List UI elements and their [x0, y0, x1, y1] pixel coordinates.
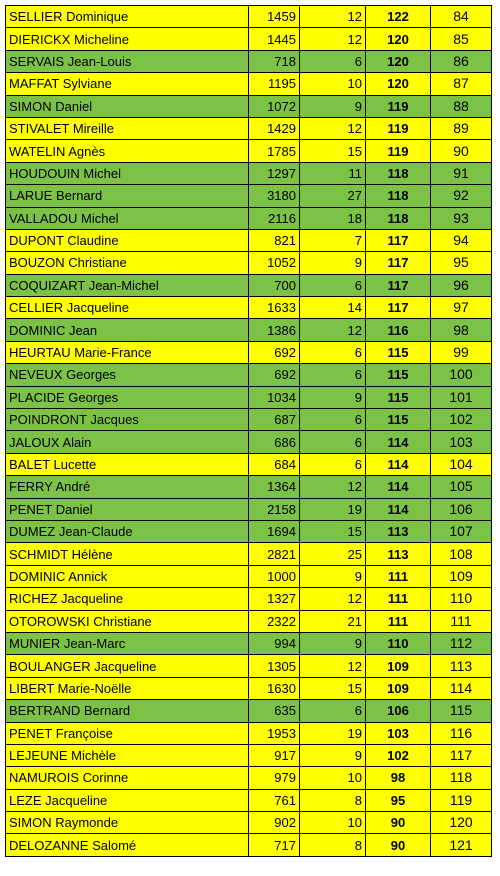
table-row	[6, 409, 492, 431]
rank-cell: 118	[431, 767, 492, 789]
average-score-cell: 119	[366, 95, 431, 117]
rank-cell: 117	[431, 744, 492, 766]
table-row	[6, 140, 492, 162]
player-name-cell: DELOZANNE Salomé	[6, 834, 249, 856]
games-count-cell: 6	[300, 364, 366, 386]
average-score-cell: 109	[366, 655, 431, 677]
rank-cell: 120	[431, 812, 492, 834]
table-row	[6, 543, 492, 565]
player-name-cell: SELLIER Dominique	[6, 6, 249, 28]
player-name-cell: DUPONT Claudine	[6, 229, 249, 251]
rank-cell: 113	[431, 655, 492, 677]
average-score-cell: 118	[366, 207, 431, 229]
player-name-cell: DIERICKX Micheline	[6, 28, 249, 50]
total-points-cell: 3180	[249, 185, 300, 207]
player-name-cell: DOMINIC Annick	[6, 565, 249, 587]
total-points-cell: 1195	[249, 73, 300, 95]
average-score-cell: 106	[366, 700, 431, 722]
rank-cell: 84	[431, 6, 492, 28]
games-count-cell: 15	[300, 140, 366, 162]
total-points-cell: 717	[249, 834, 300, 856]
average-score-cell: 114	[366, 476, 431, 498]
average-score-cell: 115	[366, 409, 431, 431]
games-count-cell: 10	[300, 73, 366, 95]
games-count-cell: 7	[300, 229, 366, 251]
total-points-cell: 1633	[249, 297, 300, 319]
games-count-cell: 12	[300, 6, 366, 28]
player-name-cell: LIBERT Marie-Noëlle	[6, 677, 249, 699]
rank-cell: 97	[431, 297, 492, 319]
games-count-cell: 12	[300, 476, 366, 498]
rank-cell: 87	[431, 73, 492, 95]
player-name-cell: BOUZON Christiane	[6, 252, 249, 274]
rank-cell: 112	[431, 632, 492, 654]
player-name-cell: MUNIER Jean-Marc	[6, 632, 249, 654]
table-row	[6, 700, 492, 722]
table-row	[6, 834, 492, 856]
average-score-cell: 118	[366, 162, 431, 184]
total-points-cell: 692	[249, 341, 300, 363]
average-score-cell: 115	[366, 386, 431, 408]
table-row	[6, 274, 492, 296]
player-name-cell: FERRY André	[6, 476, 249, 498]
table-row	[6, 632, 492, 654]
player-name-cell: SIMON Daniel	[6, 95, 249, 117]
player-name-cell: NEVEUX Georges	[6, 364, 249, 386]
total-points-cell: 635	[249, 700, 300, 722]
games-count-cell: 9	[300, 386, 366, 408]
player-name-cell: RICHEZ Jacqueline	[6, 588, 249, 610]
player-name-cell: PENET Françoise	[6, 722, 249, 744]
rank-cell: 111	[431, 610, 492, 632]
games-count-cell: 6	[300, 409, 366, 431]
total-points-cell: 1072	[249, 95, 300, 117]
table-row	[6, 655, 492, 677]
table-row	[6, 476, 492, 498]
games-count-cell: 9	[300, 252, 366, 274]
rank-cell: 98	[431, 319, 492, 341]
rank-cell: 121	[431, 834, 492, 856]
player-name-cell: STIVALET Mireille	[6, 117, 249, 139]
player-name-cell: POINDRONT Jacques	[6, 409, 249, 431]
games-count-cell: 6	[300, 700, 366, 722]
average-score-cell: 115	[366, 364, 431, 386]
player-name-cell: VALLADOU Michel	[6, 207, 249, 229]
table-row	[6, 588, 492, 610]
average-score-cell: 117	[366, 252, 431, 274]
games-count-cell: 6	[300, 431, 366, 453]
total-points-cell: 1429	[249, 117, 300, 139]
rank-cell: 100	[431, 364, 492, 386]
average-score-cell: 120	[366, 28, 431, 50]
player-name-cell: CELLIER Jacqueline	[6, 297, 249, 319]
player-name-cell: BALET Lucette	[6, 453, 249, 475]
total-points-cell: 687	[249, 409, 300, 431]
total-points-cell: 994	[249, 632, 300, 654]
games-count-cell: 11	[300, 162, 366, 184]
player-name-cell: COQUIZART Jean-Michel	[6, 274, 249, 296]
player-name-cell: OTOROWSKI Christiane	[6, 610, 249, 632]
total-points-cell: 761	[249, 789, 300, 811]
rank-cell: 106	[431, 498, 492, 520]
player-name-cell: JALOUX Alain	[6, 431, 249, 453]
rank-cell: 93	[431, 207, 492, 229]
table-row	[6, 319, 492, 341]
games-count-cell: 19	[300, 498, 366, 520]
table-row	[6, 6, 492, 28]
average-score-cell: 103	[366, 722, 431, 744]
rank-cell: 101	[431, 386, 492, 408]
player-name-cell: NAMUROIS Corinne	[6, 767, 249, 789]
table-row	[6, 162, 492, 184]
average-score-cell: 109	[366, 677, 431, 699]
table-row	[6, 677, 492, 699]
total-points-cell: 1034	[249, 386, 300, 408]
games-count-cell: 19	[300, 722, 366, 744]
games-count-cell: 14	[300, 297, 366, 319]
total-points-cell: 2821	[249, 543, 300, 565]
total-points-cell: 1327	[249, 588, 300, 610]
total-points-cell: 686	[249, 431, 300, 453]
games-count-cell: 10	[300, 812, 366, 834]
table-row	[6, 722, 492, 744]
average-score-cell: 116	[366, 319, 431, 341]
games-count-cell: 6	[300, 50, 366, 72]
player-name-cell: BOULANGER Jacqueline	[6, 655, 249, 677]
rank-cell: 115	[431, 700, 492, 722]
games-count-cell: 27	[300, 185, 366, 207]
total-points-cell: 1445	[249, 28, 300, 50]
rank-cell: 119	[431, 789, 492, 811]
table-row	[6, 50, 492, 72]
average-score-cell: 119	[366, 117, 431, 139]
table-row	[6, 789, 492, 811]
player-name-cell: MAFFAT Sylviane	[6, 73, 249, 95]
rank-cell: 114	[431, 677, 492, 699]
total-points-cell: 1297	[249, 162, 300, 184]
rank-cell: 94	[431, 229, 492, 251]
average-score-cell: 117	[366, 274, 431, 296]
total-points-cell: 1459	[249, 6, 300, 28]
table-row	[6, 117, 492, 139]
player-name-cell: LARUE Bernard	[6, 185, 249, 207]
average-score-cell: 90	[366, 834, 431, 856]
table-row	[6, 767, 492, 789]
games-count-cell: 6	[300, 274, 366, 296]
games-count-cell: 9	[300, 744, 366, 766]
games-count-cell: 12	[300, 588, 366, 610]
total-points-cell: 1052	[249, 252, 300, 274]
average-score-cell: 115	[366, 341, 431, 363]
games-count-cell: 18	[300, 207, 366, 229]
rank-cell: 91	[431, 162, 492, 184]
rank-cell: 108	[431, 543, 492, 565]
average-score-cell: 111	[366, 610, 431, 632]
rank-cell: 104	[431, 453, 492, 475]
games-count-cell: 12	[300, 319, 366, 341]
player-name-cell: PENET Daniel	[6, 498, 249, 520]
rank-cell: 96	[431, 274, 492, 296]
games-count-cell: 9	[300, 632, 366, 654]
games-count-cell: 8	[300, 789, 366, 811]
rank-cell: 86	[431, 50, 492, 72]
games-count-cell: 25	[300, 543, 366, 565]
games-count-cell: 12	[300, 28, 366, 50]
table-row	[6, 95, 492, 117]
total-points-cell: 1694	[249, 520, 300, 542]
games-count-cell: 15	[300, 677, 366, 699]
table-row	[6, 252, 492, 274]
table-row	[6, 610, 492, 632]
total-points-cell: 1630	[249, 677, 300, 699]
ranking-table-body	[6, 6, 492, 857]
average-score-cell: 114	[366, 453, 431, 475]
player-name-cell: SCHMIDT Hélène	[6, 543, 249, 565]
average-score-cell: 117	[366, 229, 431, 251]
player-name-cell: BERTRAND Bernard	[6, 700, 249, 722]
total-points-cell: 1386	[249, 319, 300, 341]
games-count-cell: 9	[300, 565, 366, 587]
rank-cell: 105	[431, 476, 492, 498]
table-row	[6, 744, 492, 766]
total-points-cell: 902	[249, 812, 300, 834]
rank-cell: 103	[431, 431, 492, 453]
player-name-cell: WATELIN Agnès	[6, 140, 249, 162]
games-count-cell: 15	[300, 520, 366, 542]
table-row	[6, 565, 492, 587]
average-score-cell: 95	[366, 789, 431, 811]
rank-cell: 110	[431, 588, 492, 610]
rank-cell: 107	[431, 520, 492, 542]
average-score-cell: 90	[366, 812, 431, 834]
player-name-cell: HEURTAU Marie-France	[6, 341, 249, 363]
table-row	[6, 431, 492, 453]
table-row	[6, 207, 492, 229]
total-points-cell: 821	[249, 229, 300, 251]
rank-cell: 89	[431, 117, 492, 139]
average-score-cell: 120	[366, 50, 431, 72]
rank-cell: 95	[431, 252, 492, 274]
total-points-cell: 1785	[249, 140, 300, 162]
table-row	[6, 229, 492, 251]
average-score-cell: 119	[366, 140, 431, 162]
average-score-cell: 120	[366, 73, 431, 95]
rank-cell: 102	[431, 409, 492, 431]
games-count-cell: 12	[300, 117, 366, 139]
average-score-cell: 111	[366, 588, 431, 610]
rank-cell: 99	[431, 341, 492, 363]
average-score-cell: 111	[366, 565, 431, 587]
average-score-cell: 113	[366, 520, 431, 542]
games-count-cell: 12	[300, 655, 366, 677]
average-score-cell: 102	[366, 744, 431, 766]
table-row	[6, 453, 492, 475]
total-points-cell: 917	[249, 744, 300, 766]
table-row	[6, 185, 492, 207]
average-score-cell: 122	[366, 6, 431, 28]
games-count-cell: 9	[300, 95, 366, 117]
average-score-cell: 114	[366, 498, 431, 520]
rank-cell: 116	[431, 722, 492, 744]
table-row	[6, 341, 492, 363]
table-row	[6, 812, 492, 834]
total-points-cell: 2116	[249, 207, 300, 229]
total-points-cell: 979	[249, 767, 300, 789]
table-row	[6, 297, 492, 319]
rank-cell: 88	[431, 95, 492, 117]
table-row	[6, 386, 492, 408]
games-count-cell: 8	[300, 834, 366, 856]
rank-cell: 90	[431, 140, 492, 162]
total-points-cell: 1953	[249, 722, 300, 744]
player-name-cell: DOMINIC Jean	[6, 319, 249, 341]
player-name-cell: LEZE Jacqueline	[6, 789, 249, 811]
total-points-cell: 692	[249, 364, 300, 386]
average-score-cell: 114	[366, 431, 431, 453]
player-name-cell: DUMEZ Jean-Claude	[6, 520, 249, 542]
player-name-cell: LEJEUNE Michèle	[6, 744, 249, 766]
games-count-cell: 21	[300, 610, 366, 632]
average-score-cell: 110	[366, 632, 431, 654]
total-points-cell: 1305	[249, 655, 300, 677]
player-name-cell: PLACIDE Georges	[6, 386, 249, 408]
total-points-cell: 2322	[249, 610, 300, 632]
rank-cell: 92	[431, 185, 492, 207]
total-points-cell: 700	[249, 274, 300, 296]
total-points-cell: 2158	[249, 498, 300, 520]
average-score-cell: 113	[366, 543, 431, 565]
ranking-table	[5, 5, 492, 857]
average-score-cell: 118	[366, 185, 431, 207]
total-points-cell: 718	[249, 50, 300, 72]
total-points-cell: 684	[249, 453, 300, 475]
rank-cell: 85	[431, 28, 492, 50]
table-row	[6, 520, 492, 542]
rank-cell: 109	[431, 565, 492, 587]
games-count-cell: 6	[300, 341, 366, 363]
games-count-cell: 10	[300, 767, 366, 789]
average-score-cell: 117	[366, 297, 431, 319]
player-name-cell: SERVAIS Jean-Louis	[6, 50, 249, 72]
player-name-cell: HOUDOUIN Michel	[6, 162, 249, 184]
total-points-cell: 1364	[249, 476, 300, 498]
table-row	[6, 73, 492, 95]
player-name-cell: SIMON Raymonde	[6, 812, 249, 834]
games-count-cell: 6	[300, 453, 366, 475]
table-row	[6, 364, 492, 386]
table-row	[6, 28, 492, 50]
average-score-cell: 98	[366, 767, 431, 789]
table-row	[6, 498, 492, 520]
total-points-cell: 1000	[249, 565, 300, 587]
